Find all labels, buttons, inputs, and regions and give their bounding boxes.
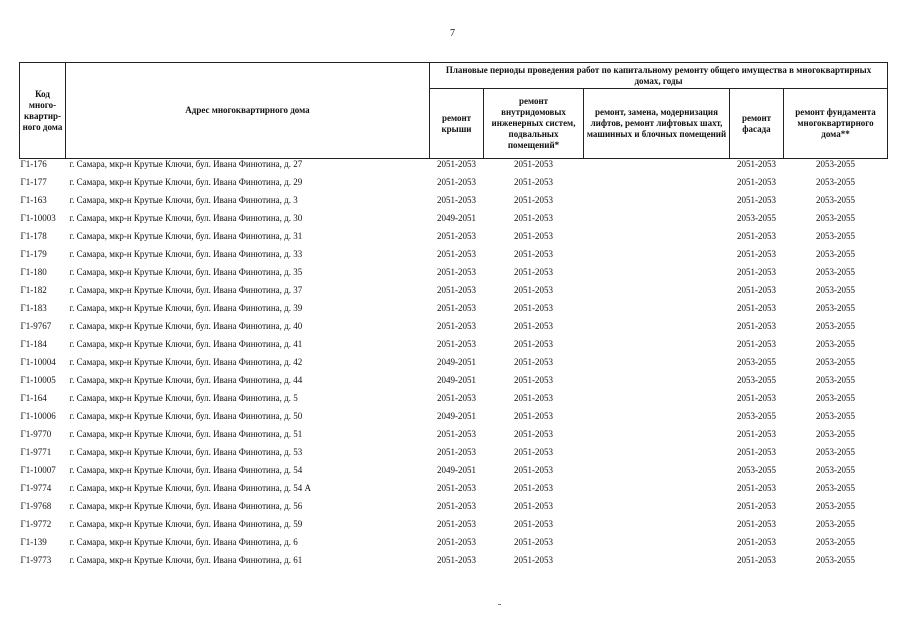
table-row bbox=[20, 483, 888, 501]
table-row bbox=[20, 321, 888, 339]
cell-code: Г1-179 bbox=[20, 248, 47, 259]
cell-roof: 2051-2053 bbox=[437, 284, 476, 295]
table-row bbox=[20, 537, 888, 555]
cell-foundation: 2053-2055 bbox=[816, 176, 856, 187]
cell-systems: 2051-2053 bbox=[514, 159, 553, 169]
header-facade: ремонт фасада bbox=[730, 89, 784, 159]
cell-foundation: 2053-2055 bbox=[816, 230, 856, 241]
cell-facade: 2051-2053 bbox=[737, 230, 776, 241]
cell-systems: 2051-2053 bbox=[514, 518, 553, 529]
cell-code: Г1-10005 bbox=[20, 374, 56, 385]
cell-systems: 2051-2053 bbox=[514, 176, 553, 187]
cell-roof: 2051-2053 bbox=[437, 428, 476, 439]
cell-lifts bbox=[584, 447, 730, 465]
cell-address: г. Самара, мкр-н Крутые Ключи, бул. Ивана Финютина, д. 39 bbox=[69, 302, 303, 313]
table-row bbox=[20, 375, 888, 393]
cell-systems: 2051-2053 bbox=[514, 464, 553, 475]
table-row bbox=[20, 249, 888, 267]
cell-lifts bbox=[584, 555, 730, 573]
table-row bbox=[20, 303, 888, 321]
cell-foundation: 2053-2055 bbox=[816, 518, 856, 529]
header-address: Адрес многоквартирного дома bbox=[66, 63, 430, 159]
cell-roof: 2051-2053 bbox=[437, 266, 476, 277]
cell-systems: 2051-2053 bbox=[514, 194, 553, 205]
cell-lifts bbox=[584, 321, 730, 339]
cell-code: Г1-183 bbox=[20, 302, 47, 313]
cell-address: г. Самара, мкр-н Крутые Ключи, бул. Ивана Финютина, д. 40 bbox=[69, 320, 303, 331]
header-work-periods: Плановые периоды проведения работ по капитальному ремонту общего имущества в многоквартирных домах, годы bbox=[430, 63, 888, 89]
table-row bbox=[20, 411, 888, 429]
cell-systems: 2051-2053 bbox=[514, 284, 553, 295]
cell-address: г. Самара, мкр-н Крутые Ключи, бул. Ивана Финютина, д. 3 bbox=[69, 194, 298, 205]
cell-systems: 2051-2053 bbox=[514, 356, 553, 367]
cell-address: г. Самара, мкр-н Крутые Ключи, бул. Ивана Финютина, д. 44 bbox=[69, 374, 303, 385]
cell-code: Г1-163 bbox=[20, 194, 47, 205]
cell-roof: 2051-2053 bbox=[437, 176, 476, 187]
cell-lifts bbox=[584, 483, 730, 501]
cell-systems: 2051-2053 bbox=[514, 374, 553, 385]
table-row bbox=[20, 357, 888, 375]
cell-lifts bbox=[584, 465, 730, 483]
table-row bbox=[20, 519, 888, 537]
cell-code: Г1-164 bbox=[20, 392, 47, 403]
header-code: Код много-квартир-ного дома bbox=[20, 63, 66, 159]
cell-facade: 2053-2055 bbox=[737, 212, 776, 223]
cell-address: г. Самара, мкр-н Крутые Ключи, бул. Ивана Финютина, д. 29 bbox=[69, 176, 303, 187]
table-row bbox=[20, 267, 888, 285]
cell-code: Г1-9767 bbox=[20, 320, 52, 331]
cell-address: г. Самара, мкр-н Крутые Ключи, бул. Ивана Финютина, д. 37 bbox=[69, 284, 303, 295]
cell-address: г. Самара, мкр-н Крутые Ключи, бул. Ивана Финютина, д. 31 bbox=[69, 230, 303, 241]
table-row bbox=[20, 285, 888, 303]
cell-foundation: 2053-2055 bbox=[816, 356, 856, 367]
table-row bbox=[20, 555, 888, 573]
cell-facade: 2051-2053 bbox=[737, 392, 776, 403]
cell-foundation: 2053-2055 bbox=[816, 500, 856, 511]
cell-address: г. Самара, мкр-н Крутые Ключи, бул. Ивана Финютина, д. 53 bbox=[69, 446, 303, 457]
cell-address: г. Самара, мкр-н Крутые Ключи, бул. Ивана Финютина, д. 54 А bbox=[69, 482, 312, 493]
cell-code: Г1-184 bbox=[20, 338, 47, 349]
table-row bbox=[20, 429, 888, 447]
table-row bbox=[20, 231, 888, 249]
cell-facade: 2051-2053 bbox=[737, 482, 776, 493]
cell-lifts bbox=[584, 267, 730, 285]
cell-lifts bbox=[584, 177, 730, 195]
cell-roof: 2049-2051 bbox=[437, 410, 476, 421]
cell-facade: 2051-2053 bbox=[737, 554, 776, 565]
cell-facade: 2051-2053 bbox=[737, 338, 776, 349]
cell-systems: 2051-2053 bbox=[514, 212, 553, 223]
cell-lifts bbox=[584, 393, 730, 411]
cell-roof: 2051-2053 bbox=[437, 500, 476, 511]
cell-lifts bbox=[584, 213, 730, 231]
cell-foundation: 2053-2055 bbox=[816, 392, 856, 403]
cell-systems: 2051-2053 bbox=[514, 266, 553, 277]
cell-lifts bbox=[584, 501, 730, 519]
cell-lifts bbox=[584, 429, 730, 447]
cell-roof: 2051-2053 bbox=[437, 482, 476, 493]
cell-facade: 2051-2053 bbox=[737, 446, 776, 457]
cell-code: Г1-10006 bbox=[20, 410, 56, 421]
cell-facade: 2051-2053 bbox=[737, 248, 776, 259]
cell-lifts bbox=[584, 195, 730, 213]
page-number: 7 bbox=[450, 28, 455, 39]
cell-address: г. Самара, мкр-н Крутые Ключи, бул. Ивана Финютина, д. 56 bbox=[69, 500, 303, 511]
cell-systems: 2051-2053 bbox=[514, 302, 553, 313]
cell-facade: 2051-2053 bbox=[737, 302, 776, 313]
cell-address: г. Самара, мкр-н Крутые Ключи, бул. Ивана Финютина, д. 42 bbox=[69, 356, 303, 367]
cell-code: Г1-177 bbox=[20, 176, 47, 187]
cell-address: г. Самара, мкр-н Крутые Ключи, бул. Ивана Финютина, д. 30 bbox=[69, 212, 303, 223]
cell-code: Г1-10004 bbox=[20, 356, 56, 367]
cell-foundation: 2053-2055 bbox=[816, 266, 856, 277]
cell-facade: 2051-2053 bbox=[737, 518, 776, 529]
cell-roof: 2051-2053 bbox=[437, 194, 476, 205]
scan-mark bbox=[498, 604, 501, 605]
cell-facade: 2053-2055 bbox=[737, 464, 776, 475]
cell-facade: 2051-2053 bbox=[737, 194, 776, 205]
table-row bbox=[20, 159, 888, 177]
cell-code: Г1-9770 bbox=[20, 428, 52, 439]
cell-facade: 2051-2053 bbox=[737, 536, 776, 547]
cell-code: Г1-9772 bbox=[20, 518, 52, 529]
cell-address: г. Самара, мкр-н Крутые Ключи, бул. Ивана Финютина, д. 41 bbox=[69, 338, 303, 349]
cell-roof: 2051-2053 bbox=[437, 536, 476, 547]
cell-lifts bbox=[584, 537, 730, 555]
cell-roof: 2051-2053 bbox=[437, 392, 476, 403]
cell-facade: 2051-2053 bbox=[737, 428, 776, 439]
cell-roof: 2049-2051 bbox=[437, 374, 476, 385]
cell-foundation: 2053-2055 bbox=[816, 428, 856, 439]
cell-address: г. Самара, мкр-н Крутые Ключи, бул. Ивана Финютина, д. 5 bbox=[69, 392, 298, 403]
cell-facade: 2051-2053 bbox=[737, 320, 776, 331]
cell-code: Г1-178 bbox=[20, 230, 47, 241]
cell-roof: 2051-2053 bbox=[437, 320, 476, 331]
table-row bbox=[20, 501, 888, 519]
cell-foundation: 2053-2055 bbox=[816, 320, 856, 331]
cell-foundation: 2053-2055 bbox=[816, 554, 856, 565]
cell-facade: 2053-2055 bbox=[737, 410, 776, 421]
table-row bbox=[20, 339, 888, 357]
cell-roof: 2051-2053 bbox=[437, 338, 476, 349]
cell-foundation: 2053-2055 bbox=[816, 374, 856, 385]
cell-address: г. Самара, мкр-н Крутые Ключи, бул. Ивана Финютина, д. 35 bbox=[69, 266, 303, 277]
cell-foundation: 2053-2055 bbox=[816, 212, 856, 223]
cell-foundation: 2053-2055 bbox=[816, 536, 856, 547]
cell-facade: 2051-2053 bbox=[737, 176, 776, 187]
cell-address: г. Самара, мкр-н Крутые Ключи, бул. Ивана Финютина, д. 33 bbox=[69, 248, 303, 259]
cell-systems: 2051-2053 bbox=[514, 446, 553, 457]
cell-foundation: 2053-2055 bbox=[816, 194, 856, 205]
cell-code: Г1-10003 bbox=[20, 212, 56, 223]
cell-code: Г1-176 bbox=[20, 159, 47, 169]
cell-address: г. Самара, мкр-н Крутые Ключи, бул. Ивана Финютина, д. 6 bbox=[69, 536, 298, 547]
cell-foundation: 2053-2055 bbox=[816, 159, 856, 169]
cell-systems: 2051-2053 bbox=[514, 392, 553, 403]
cell-roof: 2051-2053 bbox=[437, 230, 476, 241]
table-row bbox=[20, 195, 888, 213]
header-systems: ремонт внутридомовых инженерных систем, подвальных помещений* bbox=[484, 89, 584, 159]
table-header bbox=[20, 63, 888, 159]
cell-lifts bbox=[584, 357, 730, 375]
cell-systems: 2051-2053 bbox=[514, 248, 553, 259]
table-row bbox=[20, 447, 888, 465]
cell-code: Г1-9774 bbox=[20, 482, 52, 493]
cell-facade: 2051-2053 bbox=[737, 500, 776, 511]
cell-facade: 2051-2053 bbox=[737, 266, 776, 277]
header-roof: ремонт крыши bbox=[430, 89, 484, 159]
cell-foundation: 2053-2055 bbox=[816, 482, 856, 493]
cell-roof: 2051-2053 bbox=[437, 248, 476, 259]
cell-lifts bbox=[584, 159, 730, 177]
cell-address: г. Самара, мкр-н Крутые Ключи, бул. Ивана Финютина, д. 51 bbox=[69, 428, 303, 439]
cell-systems: 2051-2053 bbox=[514, 230, 553, 241]
cell-foundation: 2053-2055 bbox=[816, 248, 856, 259]
cell-lifts bbox=[584, 339, 730, 357]
cell-roof: 2051-2053 bbox=[437, 302, 476, 313]
cell-foundation: 2053-2055 bbox=[816, 446, 856, 457]
cell-lifts bbox=[584, 303, 730, 321]
cell-roof: 2051-2053 bbox=[437, 446, 476, 457]
cell-foundation: 2053-2055 bbox=[816, 284, 856, 295]
header-foundation: ремонт фундамента многоквартирного дома** bbox=[784, 89, 888, 159]
cell-facade: 2051-2053 bbox=[737, 159, 776, 169]
cell-address: г. Самара, мкр-н Крутые Ключи, бул. Ивана Финютина, д. 54 bbox=[69, 464, 303, 475]
cell-systems: 2051-2053 bbox=[514, 536, 553, 547]
cell-roof: 2051-2053 bbox=[437, 518, 476, 529]
cell-address: г. Самара, мкр-н Крутые Ключи, бул. Ивана Финютина, д. 27 bbox=[69, 159, 303, 169]
cell-lifts bbox=[584, 411, 730, 429]
cell-roof: 2051-2053 bbox=[437, 159, 476, 169]
cell-systems: 2051-2053 bbox=[514, 554, 553, 565]
cell-foundation: 2053-2055 bbox=[816, 464, 856, 475]
cell-roof: 2049-2051 bbox=[437, 356, 476, 367]
cell-lifts bbox=[584, 375, 730, 393]
cell-address: г. Самара, мкр-н Крутые Ключи, бул. Ивана Финютина, д. 59 bbox=[69, 518, 303, 529]
cell-systems: 2051-2053 bbox=[514, 428, 553, 439]
cell-code: Г1-9768 bbox=[20, 500, 52, 511]
cell-facade: 2051-2053 bbox=[737, 284, 776, 295]
cell-foundation: 2053-2055 bbox=[816, 302, 856, 313]
cell-facade: 2053-2055 bbox=[737, 356, 776, 367]
cell-systems: 2051-2053 bbox=[514, 338, 553, 349]
table-row bbox=[20, 213, 888, 231]
cell-code: Г1-180 bbox=[20, 266, 47, 277]
cell-systems: 2051-2053 bbox=[514, 500, 553, 511]
cell-systems: 2051-2053 bbox=[514, 482, 553, 493]
table-row bbox=[20, 177, 888, 195]
table-body bbox=[20, 159, 888, 573]
cell-code: Г1-139 bbox=[20, 536, 47, 547]
cell-code: Г1-9771 bbox=[20, 446, 52, 457]
cell-systems: 2051-2053 bbox=[514, 410, 553, 421]
cell-foundation: 2053-2055 bbox=[816, 410, 856, 421]
cell-systems: 2051-2053 bbox=[514, 320, 553, 331]
cell-code: Г1-9773 bbox=[20, 554, 52, 565]
cell-roof: 2051-2053 bbox=[437, 554, 476, 565]
header-lifts: ремонт, замена, модернизация лифтов, ремонт лифтовых шахт, машинных и блочных помещений bbox=[584, 89, 730, 159]
table-row bbox=[20, 465, 888, 483]
cell-roof: 2049-2051 bbox=[437, 212, 476, 223]
cell-lifts bbox=[584, 285, 730, 303]
cell-address: г. Самара, мкр-н Крутые Ключи, бул. Ивана Финютина, д. 50 bbox=[69, 410, 303, 421]
cell-lifts bbox=[584, 231, 730, 249]
cell-code: Г1-182 bbox=[20, 284, 47, 295]
cell-address: г. Самара, мкр-н Крутые Ключи, бул. Ивана Финютина, д. 61 bbox=[69, 554, 303, 565]
cell-foundation: 2053-2055 bbox=[816, 338, 856, 349]
table-row bbox=[20, 393, 888, 411]
cell-roof: 2049-2051 bbox=[437, 464, 476, 475]
cell-lifts bbox=[584, 249, 730, 267]
cell-lifts bbox=[584, 519, 730, 537]
cell-facade: 2053-2055 bbox=[737, 374, 776, 385]
cell-code: Г1-10007 bbox=[20, 464, 56, 475]
repair-schedule-table bbox=[19, 62, 888, 573]
